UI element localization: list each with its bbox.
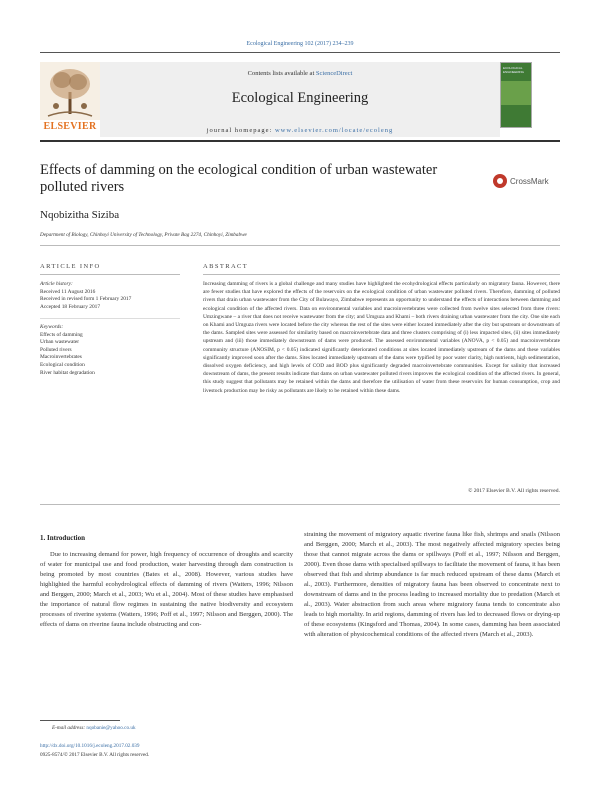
author-name: Nqobizitha Siziba	[40, 209, 120, 221]
body-column-left	[40, 550, 293, 630]
history-rule	[40, 318, 180, 319]
article-history	[40, 281, 180, 311]
header-rule	[40, 52, 560, 53]
abstract-copyright: © 2017 Elsevier B.V. All rights reserved.	[468, 488, 560, 494]
history-item: Received 11 August 2016	[40, 288, 96, 295]
email-label: E-mail address:	[52, 725, 87, 731]
introduction-paragraph-continued: straining the movement of migratory aquatic riverine fauna like fish, shrimps and snails (Nilsson and Berggen, 2000; March et al., 2003). The most negatively affected migratory species being those that cannot migrate across the dams or spillways (Poff et al., 1997; Nilsson and Berggen, 2000). Even those dams with specialised spillways to facilitate the movement of fauna, it has been observed that fish and shrimp abundance is far much reduced upstream of these dams (March et al., 2003). Furthermore, densities of migratory fauna has been observed to concentrate next to downstream of dams and in the process leading to increased mortality due to predation (March et al., 2003). Water abstraction from such areas where migratory fauna tends to concentrate also leads to high mortality. In arid regions, damming of rivers has led to decreased flows or drying-up of these ecosystems (Kingsford and Thomas, 2004). In some cases, damming has been associated with alteration of physicochemical conditions of the affected rivers (March et al., 2003).	[304, 531, 560, 638]
keywords-label: Keywords:	[40, 324, 64, 330]
keywords-list	[40, 324, 180, 377]
title-rule	[40, 245, 560, 246]
crossmark-label: CrossMark	[510, 177, 549, 186]
homepage-prefix: journal homepage:	[206, 127, 275, 134]
author-email-link[interactable]: nqobanie@yahoo.co.uk	[86, 725, 136, 731]
article-info-heading: ARTICLE INFO	[40, 263, 101, 270]
history-label: Article history:	[40, 281, 73, 287]
abstract-end-rule	[40, 504, 560, 505]
keyword: Effects of damming	[40, 331, 83, 338]
keyword: Ecological condition	[40, 361, 85, 368]
author-email-footnote	[52, 725, 136, 731]
cover-title: ECOLOGICAL ENGINEERING	[503, 66, 525, 74]
journal-homepage-link[interactable]: www.elsevier.com/locate/ecoleng	[274, 127, 394, 134]
journal-reference-link[interactable]: Ecological Engineering 102 (2017) 234–239	[246, 41, 354, 47]
body-column-right	[304, 530, 560, 639]
journal-name: Ecological Engineering	[231, 90, 369, 106]
abstract-rule	[203, 274, 560, 275]
introduction-paragraph: Due to increasing demand for power, high frequency of occurrence of droughts and scarcity of water for municipal use and food production, water harvesting through dam construction is being promoted by most countries (Bates et al., 2008). However, various studies have highlighted the harmful ecohydrological effects of damming of rivers (Watters, 1996; Nilsson and Berggen, 2000; March et al., 2003; Wu et al., 2004). Most of these studies have emphasised the importance of natural flow regimes in sustaining the native biodiversity and ecosystem processes of riverine systems (Watters, 1996; Poff et al., 1997; Nilsson and Berggen, 2000). The effects of dams on riverine fauna include obstructing and con-	[40, 551, 293, 628]
article-title: Effects of damming on the ecological condition of urban wastewater polluted rivers	[40, 162, 438, 195]
keyword: Polluted rivers	[40, 346, 72, 353]
doi-link[interactable]: http://dx.doi.org/10.1016/j.ecoleng.2017.02.039	[40, 743, 140, 749]
keyword: River habitat degradation	[40, 369, 95, 376]
masthead-rule	[40, 140, 560, 142]
issn-copyright: 0925-8574/© 2017 Elsevier B.V. All rights reserved.	[40, 752, 150, 758]
article-info-rule	[40, 274, 180, 275]
journal-cover-thumbnail[interactable]	[500, 62, 532, 128]
history-item: Accepted 18 February 2017	[40, 303, 101, 310]
crossmark-badge[interactable]	[492, 173, 562, 189]
keyword: Urban wastewater	[40, 339, 80, 346]
keyword: Macroinvertebrates	[40, 354, 82, 361]
history-item: Received in revised form 1 February 2017	[40, 296, 132, 303]
cover-band	[501, 81, 531, 105]
abstract-text: Increasing damming of rivers is a global challenge and many studies have highlighted the ecohydrological effects particularly on migratory fauna. However, there are fewer studies that have explored the effects of the reservoirs on the ecological condition of urban wastewater polluted rivers. Therefore, damming of polluted rivers that drain urban wastewater from the City of Bulawayo, Zimbabwe represents an opportunity to understand the effects of interactions between damming and ecological condition of the affected rivers. Data on environmental variables and macroinvertebrates were collected from twelve sites selected from three rivers: Umzingwane – a river that does not receive wastewater from the city; and Umguza and Khami – both rivers draining urban wastewater from the city. One site each on Khami and Umguza rivers were located before the city whereas the rest of the sites were either located immediately after the city but upstream or downstream of the dams. Sampled sites were assessed for similarity based on macroinvertebrate data and three clusters comprising of (i) less impacted sites, (ii) sites immediately upstream and (iii) those immediately downstream of dams were produced. The assessed environmental variables (ANOVA, p < 0.05) and macroinvertebrate community structure (ANOSIM, p < 0.05) indicated significantly deteriorated conditions at sites located immediately upstream of the dams and these variables significantly improved soon after the dams. Sites located immediately upstream of the dams were typified by poor water clarity, high nutrients, high sedimentation, dissolved oxygen deficiency, and high levels of COD and BOD plus significantly degraded macroinvertebrate communities. Except for salinity that increased downstream of dams, the present results indicate that dams on urban wastewater polluted rivers improves the ecological condition of the affected rivers. In general, this study suggest that pollutants may be retained within the dams and therefore the utilisation of water from these reservoirs for human consumption, crop and livestock production may be risky as pollutants are likely to be retained within these dams.	[203, 281, 560, 394]
sciencedirect-link[interactable]: ScienceDirect	[315, 70, 353, 77]
author-affiliation: Department of Biology, Chinhoyi University of Technology, Private Bag 2274, Chinhoyi, Zimbabwe	[40, 232, 247, 238]
footnote-rule	[40, 720, 120, 721]
contents-prefix: Contents lists available at	[247, 70, 316, 77]
elsevier-wordmark: ELSEVIER	[43, 121, 97, 132]
introduction-heading: 1. Introduction	[40, 534, 85, 542]
abstract-heading: ABSTRACT	[203, 263, 249, 270]
